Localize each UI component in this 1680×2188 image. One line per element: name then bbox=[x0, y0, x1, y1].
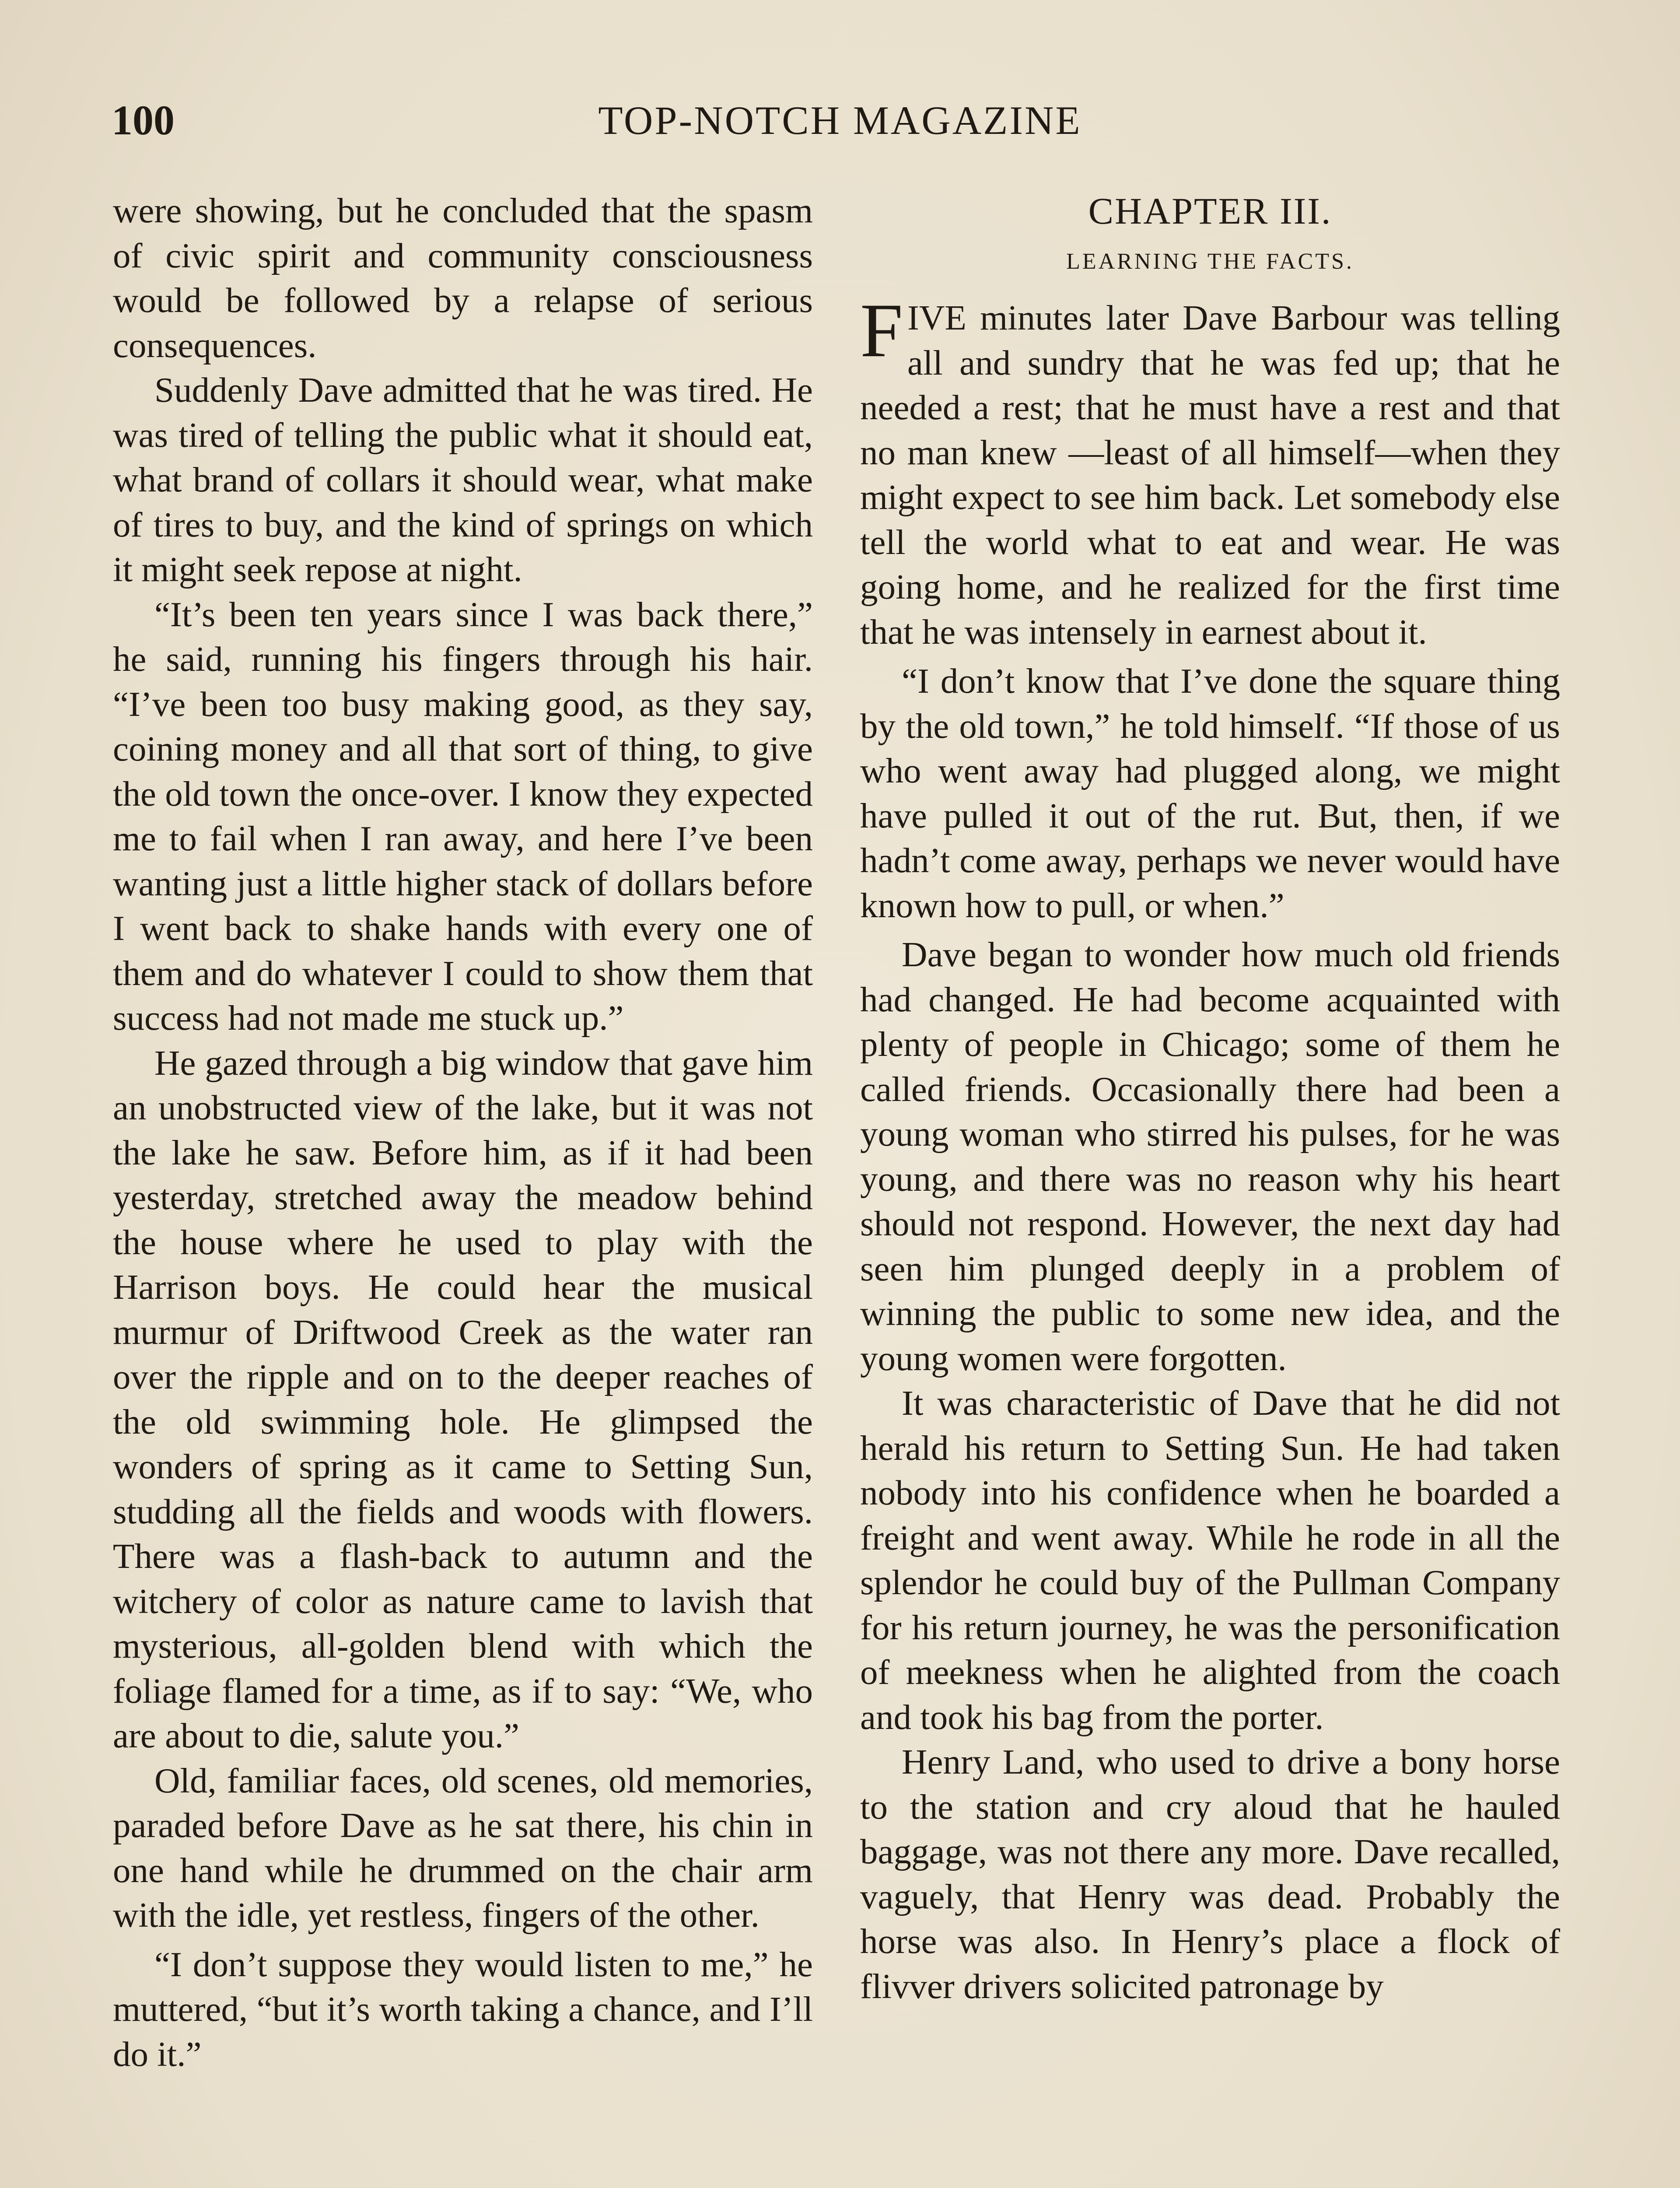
opening-paragraph bbox=[860, 288, 1560, 654]
paragraph: Henry Land, who used to drive a bony horse to the station and cry aloud that he hauled baggage, was not there any more. Dave recalled, vaguely, that Henry was dead. Probably the horse was also. In Henry’s place a flock of flivver drivers solicited patronage by bbox=[860, 1742, 1560, 2006]
paragraph: “It’s been ten years since I was back there,” he said, running his fingers through his hair. “I’ve been too busy making good, as they say, coining money and all that sort of thing, to give the old town the once-over. I know they expected me to fail when I ran away, and here I’ve been wanting just a little higher stack of dollars before I went back to shake hands with every one of them and do whatever I could to show them that success had not made me stuck up.” bbox=[113, 594, 813, 1038]
page-number: 100 bbox=[112, 97, 175, 144]
paragraph: “I don’t know that I’ve done the square thing by the old town,” he told himself. “If those of us who went away had plugged along, we might have pulled it out of the rut. But, then, if we hadn’t come away, perhaps we never would have known how to pull, or when.” bbox=[860, 661, 1560, 925]
paragraph: were showing, but he concluded that the spasm of civic spirit and community consciousness would be followed by a relapse of serious consequences. bbox=[113, 191, 813, 365]
paragraph: Old, familiar faces, old scenes, old memories, paraded before Dave as he sat there, his chin in one hand while he drummed on the chair arm with the idle, yet restless, fingers of the other. bbox=[113, 1760, 813, 1935]
paragraph: Dave began to wonder how much old friends had changed. He had become acquainted with plenty of people in Chicago; some of them he called friends. Occasionally there had been a young woman who stirred his pulses, for he was young, and there was no reason why his heart should not respond. However, the next day had seen him plunged deeply in a problem of winning the public to some new idea, and the young women were forgotten. bbox=[860, 935, 1560, 1378]
paragraph: “I don’t suppose they would listen to me,” he muttered, “but it’s worth taking a chance, and I’ll do it.” bbox=[113, 1944, 813, 2074]
paragraph: It was characteristic of Dave that he did not herald his return to Setting Sun. He had taken nobody into his confidence when he boarded a freight and went away. While he rode in all the splendor he could buy of the Pullman Company for his return journey, he was the personification of meekness when he alighted from the coach and took his bag from the porter. bbox=[860, 1383, 1560, 1737]
drop-cap: F bbox=[860, 288, 903, 373]
left-column bbox=[113, 188, 813, 2076]
chapter-subtitle: LEARNING THE FACTS. bbox=[1066, 249, 1354, 274]
opening-paragraph-text: IVE minutes later Dave Barbour was telling all and sundry that he was fed up; that he needed a rest; that he must have a rest and that no man knew —least of all himself—when they might expect to see him back. Let somebody else tell the world what to eat and wear. He was going home, and he realized for the first time that he was intensely in earnest about it. bbox=[860, 298, 1560, 652]
paragraph: He gazed through a big window that gave him an unobstructed view of the lake, but it was not the lake he saw. Before him, as if it had been yesterday, stretched away the meadow behind the house where he used to play with the Harrison boys. He could hear the musical murmur of Driftwood Creek as the water ran over the ripple and on to the deeper reaches of the old swimming hole. He glimpsed the wonders of spring as it came to Setting Sun, studding all the fields and woods with flowers. There was a flash-back to autumn and the witchery of color as nature came to lavish that mysterious, all-golden blend with which the foliage flamed for a time, as if to say: “We, who are about to die, salute you.” bbox=[113, 1043, 813, 1755]
paragraph: Suddenly Dave admitted that he was tired. He was tired of telling the public what it should eat, what brand of collars it should wear, what make of tires to buy, and the kind of springs on which it might seek repose at night. bbox=[113, 370, 813, 589]
running-head bbox=[112, 94, 1568, 147]
chapter-heading: CHAPTER III. bbox=[1088, 190, 1332, 232]
right-column bbox=[860, 188, 1560, 2009]
magazine-title: TOP-NOTCH MAGAZINE bbox=[598, 98, 1082, 143]
